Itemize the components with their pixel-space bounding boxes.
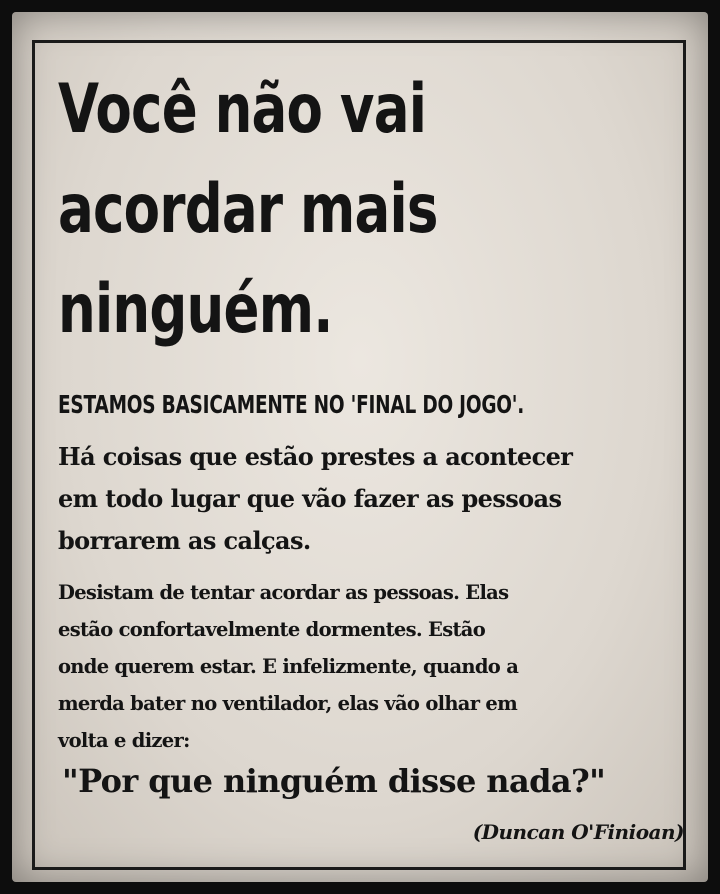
paragraph-1-line-1: Há coisas que estão prestes a acontecer [58,442,573,471]
headline [58,60,682,360]
headline-line-3: ninguém. [58,270,333,349]
poster-frame [12,12,708,882]
paragraph-1-line-2: em todo lugar que vão fazer as pessoas [58,484,562,513]
headline-line-2: acordar mais [58,170,438,249]
subheading: ESTAMOS BASICAMENTE NO 'FINAL DO JOGO'. [58,390,525,419]
paragraph-2 [58,574,678,759]
quote: "Por que ninguém disse nada?" [62,762,606,800]
paragraph-1 [58,436,688,562]
poster-content [58,60,688,844]
paragraph-2-line-5: volta e dizer: [58,729,190,752]
paragraph-2-line-1: Desistam de tentar acordar as pessoas. Elas [58,581,509,604]
paragraph-2-line-3: onde querem estar. E infelizmente, quando a [58,655,519,678]
author-attribution: (Duncan O'Finioan) [472,820,684,844]
headline-line-1: Você não vai [58,70,427,149]
paragraph-2-line-2: estão confortavelmente dormentes. Estão [58,618,486,641]
paragraph-2-line-4: merda bater no ventilador, elas vão olhar em [58,692,518,715]
paragraph-1-line-3: borrarem as calças. [58,526,311,555]
